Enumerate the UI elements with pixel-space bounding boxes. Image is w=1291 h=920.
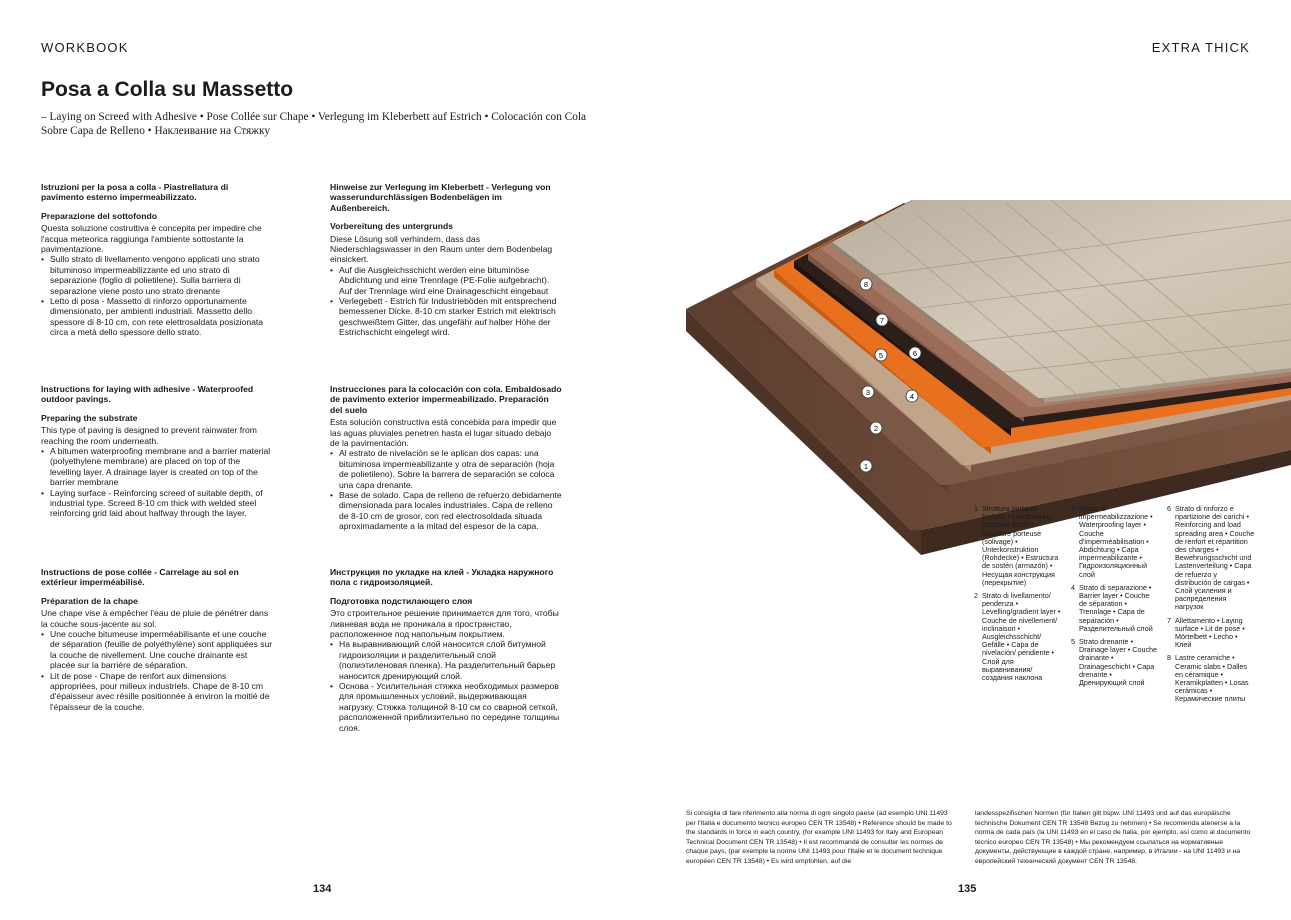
section-de-bullet: • Auf die Ausgleichsschicht werden eine bituminöse Abdichtung und eine Trennlage (PE-Folie aufgebracht). Auf der Trennlage wird eine Drainageschicht eingebaut	[330, 265, 562, 296]
legend-col-1	[974, 505, 1062, 687]
section-en	[41, 384, 273, 519]
legend-col-2	[1071, 505, 1159, 692]
legend-item: 4 Strato di separazione • Barrier layer • Couche de séparation • Trennlage • Capa de separación • Разделительный слой	[1071, 582, 1153, 633]
svg-text:7: 7	[879, 316, 885, 325]
section-ru	[330, 567, 562, 733]
section-es-title: Instrucciones para la colocación con cola. Embaldosado de pavimento exterior impermeabilizado. Preparación del suelo	[330, 384, 562, 415]
legend-item: 1 Struttura portante (solaio) • Loadbearing structure (roof) • Structure porteuse (solivage) • Unterkonstruktion (Rohdecke) • Estructura de sostén (armazón) • Несущая конструкция (перекрытие)	[974, 504, 1059, 587]
marker-1	[860, 460, 872, 472]
header-right: EXTRA THICK	[1151, 40, 1250, 55]
section-it-bullet: • Letto di posa - Massetto di rinforzo opportunamente dimensionato, per ambienti industriali. Massetto dello spessore di 8-10 cm, con rete elettrosaldata posizionata circa a metà dello spessore dello strato.	[41, 296, 273, 338]
footnote-right: landesspezifischen Normen (für Italien gilt bspw. UNI 11493 und auf das europäische technische Dokument CEN TR 13548 Bezug zu nehmen) • Se recomienda atenerse a la norma de cada país (la UNI 11493 en el caso de Italia, por ejemplo, así como al documento técnico europeo CEN TR 13548) • Мы рекомендуем ссылаться на нормативные документы, действующие в каждой стране, например, в Италии - на UNI 11493 и на европейский технический документ CEN TR 13548.	[975, 810, 1251, 865]
marker-2	[870, 422, 882, 434]
svg-text:3: 3	[865, 388, 871, 397]
section-ru-intro: Это строительное решение принимается для того, чтобы ливневая вода не проникала в пространство, расположенное под напольным покрытием.	[330, 608, 559, 640]
section-it-intro: Questa soluzione costruttiva è concepita per impedire che l'acqua meteorica raggiunga l'ambiente sottostante la pavimentazione.	[41, 223, 262, 255]
legend-item: 2 Strato di livellamento/ pendenza • Levelling/gradient layer • Couche de nivellement/ inclinaison • Ausgleichsschicht/ Gefälle • Capa de nivelación/ pendiente • Слой для выравнивания/ создания наклона	[974, 591, 1061, 683]
section-de-intro: Diese Lösung soll verhindern, dass das Niederschlagswasser in den Raum unter dem Bodenbelag einsickert.	[330, 233, 553, 265]
page-title: Posa a Colla su Massetto	[41, 78, 294, 101]
section-fr-bullet: • Lit de pose - Chape de renfort aux dimensions appropriées, pour milieux industriels. Chape de 8-10 cm d'épaisseur avec résille positionnée à environ la moitié de l'épaisseur de la couche.	[41, 671, 273, 713]
section-de-bullet: • Verlegebett - Estrich für Industrieböden mit entsprechend bemessener Dicke. 8-10 cm starker Estrich mit elektrisch geschweißtem Gitter, das ungefähr auf halber Höhe der Estrichschicht eingelegt wird.	[330, 296, 562, 338]
legend-item: 3 Strato di impermeabilizzazione • Waterproofing layer • Couche d'imperméabilisation • Abdichtung • Capa impermeabilizante • Гидроизоляционный слой	[1071, 504, 1153, 579]
page-subtitle: – Laying on Screed with Adhesive • Pose Collée sur Chape • Verlegung im Kleberbett auf Estrich • Colocación con Cola Sobre Capa de Relleno • Наклеивание на Стяжку	[41, 111, 586, 137]
svg-text:8: 8	[863, 280, 869, 289]
section-fr-sub: Préparation de la chape	[41, 595, 138, 606]
marker-6	[909, 347, 921, 359]
section-de-title: Hinweise zur Verlegung im Kleberbett - Verlegung von wasserundurchlässigen Bodenbelägen im Außenbereich.	[330, 182, 551, 213]
section-en-bullet: • A bitumen waterproofing membrane and a barrier material (polyethylene membrane) are placed on top of the levelling layer. A drainage layer is created on top of the barrier membrane	[41, 446, 273, 488]
legend-item: 6 Strato di rinforzo e ripartizione dei carichi • Reinforcing and load spreading area • Couche de renfort et répartition des charges • Bewehrungsschicht und Lastenverteilung • Capa de refuerzo y distribución de cargas • Слой усиления и распределения нагрузок	[1167, 504, 1255, 612]
marker-3	[862, 386, 874, 398]
marker-5	[875, 349, 887, 361]
section-it-bullet: • Sullo strato di livellamento vengono applicati uno strato bituminoso impermeabilizzante ed uno strato di separazione (foglio di polietilene). Sulla barriera di separazione viene posto uno strato drenante	[41, 254, 273, 296]
section-es	[330, 384, 562, 532]
section-es-intro: Esta solución constructiva está concebida para impedir que las aguas pluviales penetren hasta el lugar situado debajo de la pavimentación.	[330, 417, 557, 449]
section-ru-title: Инструкция по укладке на клей - Укладка наружного пола с гидроизоляцией.	[330, 567, 554, 588]
svg-text:4: 4	[909, 392, 915, 401]
section-de-sub: Vorbereitung des untergrunds	[330, 221, 454, 232]
legend-item: 7 Allettamento • Laying surface • Lit de pose • Mörtelbett • Lecho • Клей	[1167, 615, 1245, 650]
section-en-title: Instructions for laying with adhesive - Waterproofed outdoor pavings.	[41, 384, 254, 405]
section-ru-bullet: • На выравнивающий слой наносится слой битумной гидроизоляции и разделительный слой (полиэтиленовая пленка). На разделительный барьер наносится дренирующий слой.	[330, 639, 562, 681]
legend-item: 5 Strato drenante • Drainage layer • Couche drainante • Drainageschicht • Capa drenante • Дренирующий слой	[1071, 637, 1158, 688]
section-ru-bullet: • Основа - Усилительная стяжка необходимых размеров для промышленных условий, выдерживающая нагрузку. Стяжка толщиной 8-10 см со сварной сеткой, расположенной приблизительно по середине толщины слоя.	[330, 681, 562, 733]
section-en-intro: This type of paving is designed to prevent rainwater from reaching the room underneath.	[41, 425, 257, 446]
header-left: WORKBOOK	[41, 40, 129, 55]
section-fr-bullet: • Une couche bitumeuse imperméabilisante et une couche de séparation (feuille de polyéthylène) sont appliquées sur la couche de nivellement. Une couche drainante est placée sur la barrière de séparation.	[41, 629, 273, 671]
marker-7	[876, 314, 888, 326]
section-it	[41, 182, 273, 338]
page-number-right: 135	[958, 883, 977, 895]
page-number-left: 134	[313, 883, 332, 895]
marker-8	[860, 278, 872, 290]
section-es-bullet: • Al estrato de nivelación se le aplican dos capas: una bituminosa impermeabilizante y otra de separación (hoja de polietileno). Sobre la barrera de separación se coloca una capa drenante.	[330, 448, 562, 490]
svg-text:1: 1	[863, 462, 869, 471]
marker-4	[906, 390, 918, 402]
section-it-sub: Preparazione del sottofondo	[41, 210, 158, 221]
section-fr	[41, 567, 273, 712]
section-en-sub: Preparing the substrate	[41, 412, 138, 423]
legend-item: 8 Lastre ceramiche • Ceramic slabs • Dalles en céramique • Keramikplatten • Losas cerámicas • Керамические плиты	[1167, 653, 1249, 704]
section-fr-title: Instructions de pose collée - Carrelage au sol en extérieur imperméabilisé.	[41, 567, 239, 588]
footnote-left: Si consiglia di fare riferimento alla norma di ogni singolo paese (ad esempio UNI 11493 per l'Italia e documento tecnico europeo CEN TR 13548) • Reference should be made to the standards in force in each country, (for example UNI 11493 for Italy and European Technical Document CEN TR 13548) • Il est recommandé de consulter les normes de chaque pays, (par exemple la norme UNI 11493 pour l'Italie et le document technique européen CEN TR 13548) • Es wird empfohlen, auf die	[686, 810, 952, 865]
section-ru-sub: Подготовка подстилающего слоя	[330, 595, 473, 606]
svg-text:5: 5	[878, 351, 884, 360]
svg-text:6: 6	[912, 349, 918, 358]
section-de	[330, 182, 562, 338]
section-es-bullet: • Base de solado. Capa de relleno de refuerzo debidamente dimensionada para locales industriales. Capa de relleno de 8-10 cm de grosor, con red electrosoldada situada aproximadamente a la mitad del espesor de la capa.	[330, 490, 562, 532]
legend-col-3	[1167, 505, 1255, 709]
section-fr-intro: Une chape vise à empêcher l'eau de pluie de pénétrer dans la couche sous-jacente au sol.	[41, 608, 269, 629]
section-en-bullet: • Laying surface - Reinforcing screed of suitable depth, of industrial type. Screed 8-10 cm thick with welded steel reinforcing grid laid about halfway through the layer.	[41, 488, 273, 519]
svg-text:2: 2	[873, 424, 879, 433]
section-it-title: Istruzioni per la posa a colla - Piastrellatura di pavimento esterno impermeabilizzato.	[41, 182, 229, 203]
